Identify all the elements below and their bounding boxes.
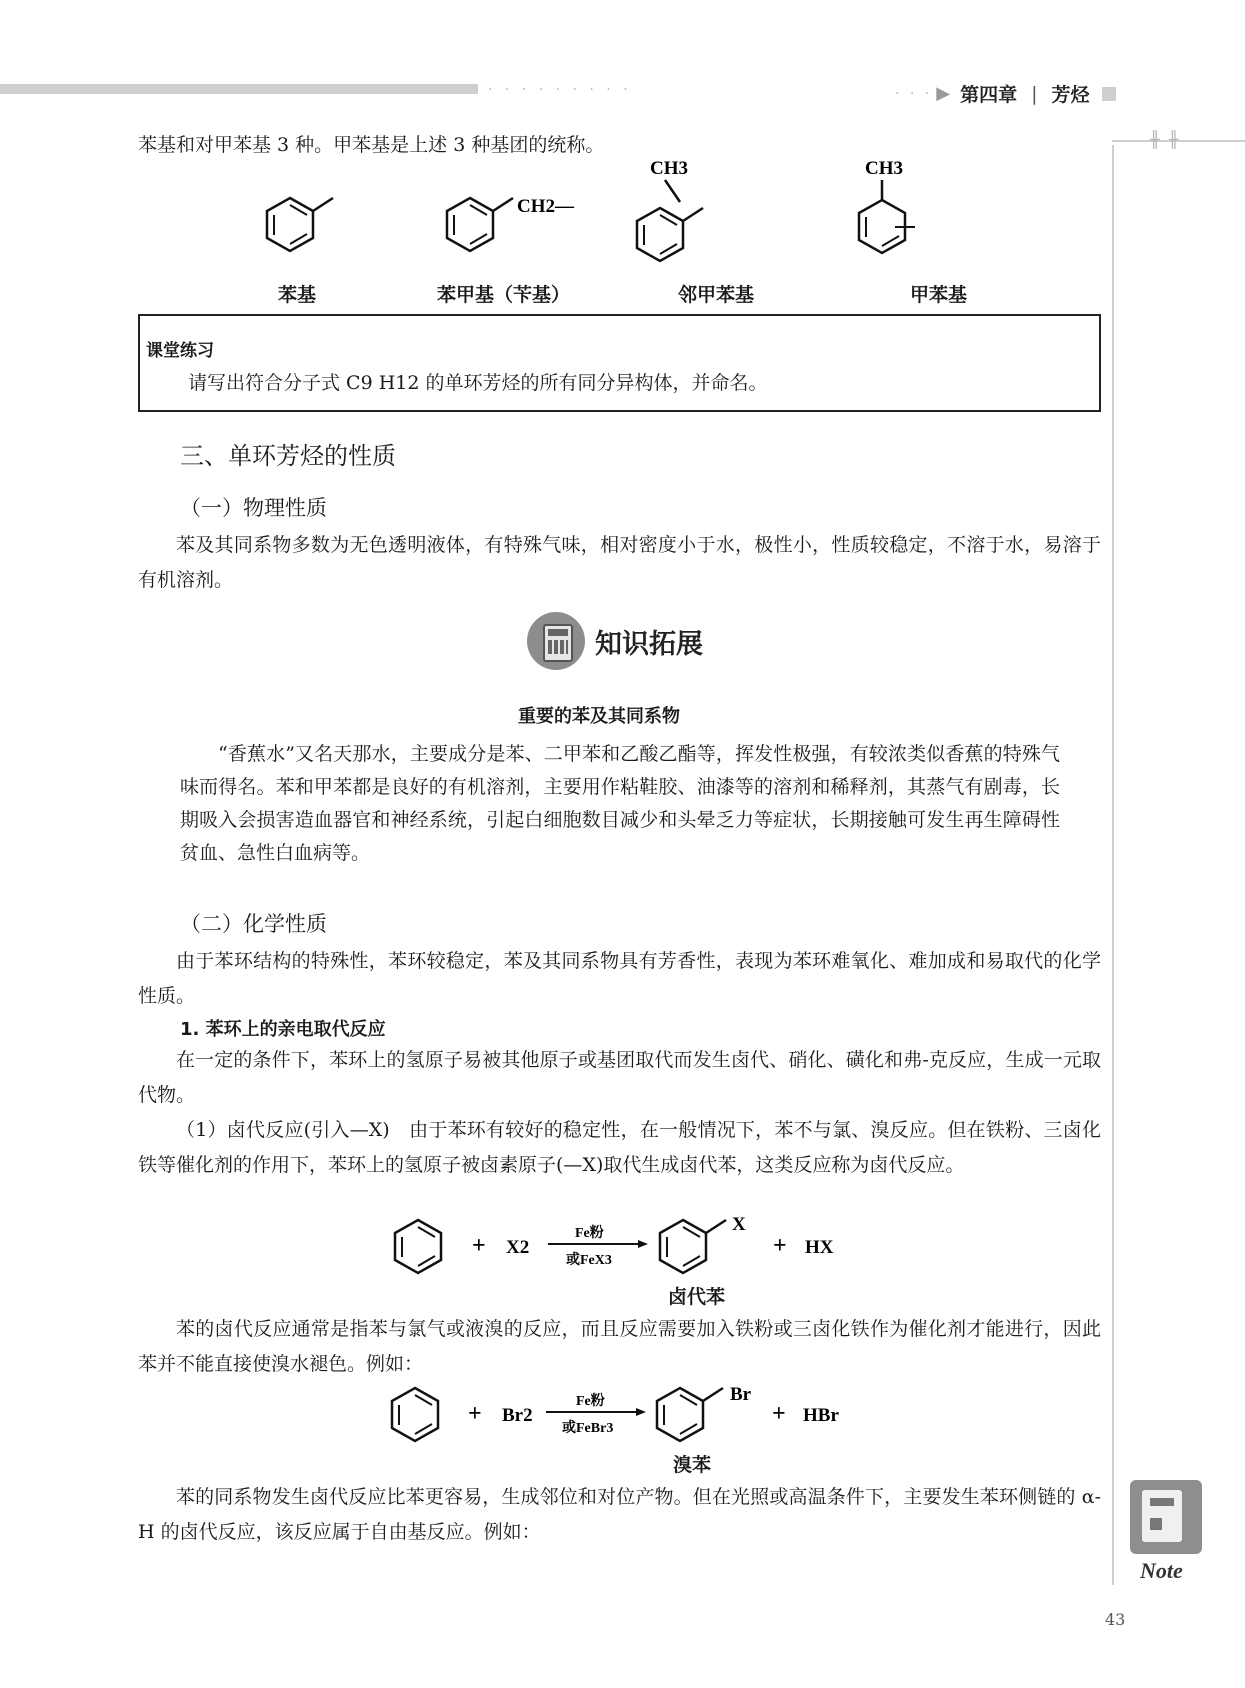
exercise-title: 课堂练习 [146, 341, 214, 361]
subsection-chemical: （二）化学性质 [180, 912, 327, 936]
chevron-right-icon: ▶ [936, 83, 951, 104]
label-tolyl: 甲苯基 [910, 284, 968, 306]
header-square-icon [1102, 87, 1116, 101]
label-benzyl: 苯甲基（苄基） [437, 284, 571, 306]
svg-text:+: + [468, 1401, 482, 1427]
calculator-icon [527, 612, 585, 670]
exercise-text: 请写出符合分子式 C9 H12 的单环芳烃的所有同分异构体，并命名。 [188, 372, 768, 394]
halogenation-paragraph: （1）卤代反应(引入—X) 由于苯环有较好的稳定性，在一般情况下，苯不与氯、溴反应。但在铁粉、三卤化铁等催化剂的作用下，苯环上的氢原子被卤素原子(—X)取代生成卤代苯，这类反应称为卤代反应。 [138, 1119, 1101, 1176]
subsection-physical: （一）物理性质 [180, 496, 327, 520]
side-decor-line [1112, 145, 1114, 1585]
reaction1-scheme [380, 1210, 880, 1300]
label-phenyl: 苯基 [278, 284, 317, 306]
tolyl-structure [859, 158, 915, 253]
chemical-paragraph: 由于苯环结构的特殊性，苯环较稳定，苯及其同系物具有芳香性，表现为苯环难氧化、难加成和易取代的化学性质。 [138, 950, 1101, 1007]
knowledge-banner: 知识拓展 [595, 629, 703, 660]
reaction2-cond-top: Fe粉 [576, 1394, 605, 1409]
ch3-label-ortho: CH3 [650, 158, 688, 179]
knowledge-title: 重要的苯及其同系物 [518, 706, 680, 727]
benzyl-structure [447, 196, 575, 251]
reaction1-cond-top: Fe粉 [575, 1226, 604, 1241]
reaction2-reagent: Br2 [502, 1405, 533, 1426]
topic-label: 芳烃 [1051, 84, 1090, 106]
side-decor-marks: ╫ ╫ [1150, 130, 1181, 149]
reaction1-cond-bottom: 或FeX3 [566, 1253, 612, 1268]
section-title: 三、单环芳烃的性质 [180, 442, 396, 470]
header-decor-dots: · · · · · · · · · [488, 82, 632, 98]
phenyl-structure [267, 198, 333, 251]
running-header [895, 80, 1116, 107]
svg-text:+: + [472, 1233, 486, 1259]
reaction1-reagent: X2 [506, 1237, 530, 1258]
svg-text:+: + [773, 1233, 787, 1259]
header-decor-bar [0, 84, 478, 94]
knowledge-text: “香蕉水”又名天那水，主要成分是苯、二甲苯和乙酸乙酯等，挥发性极强，有较浓类似香蕉的特殊气味而得名。苯和甲苯都是良好的有机溶剂，主要用作粘鞋胶、油漆等的溶剂和稀释剂，其蒸气有剧毒，长期吸入会损害造血器官和神经系统，引起白细胞数目减少和头晕乏力等症状，长期接触可发生再生障碍性贫血、急性白血病等。 [180, 743, 1060, 864]
svg-text:+: + [772, 1401, 786, 1427]
reaction2-cond-bottom: 或FeBr3 [562, 1421, 614, 1436]
substitution-paragraph: 在一定的条件下，苯环上的氢原子易被其他原子或基团取代而发生卤代、硝化、磺化和弗-克反应，生成一元取代物。 [138, 1049, 1101, 1106]
reaction2-product-name: 溴苯 [673, 1454, 712, 1476]
ch3-label-tolyl: CH3 [865, 158, 903, 179]
header-dots: · · · [895, 85, 933, 102]
header-separator: | [1031, 82, 1038, 105]
note-icon [1130, 1480, 1202, 1554]
reaction1-product-name: 卤代苯 [668, 1286, 726, 1308]
chapter-label: 第四章 [960, 84, 1018, 106]
intro-line: 苯基和对甲苯基 3 种。甲苯基是上述 3 种基团的统称。 [138, 134, 605, 156]
physical-paragraph: 苯及其同系物多数为无色透明液体，有特殊气味，相对密度小于水，极性小，性质较稳定，不溶于水，易溶于有机溶剂。 [138, 534, 1101, 591]
bromination-paragraph: 苯的卤代反应通常是指苯与氯气或液溴的反应，而且反应需要加入铁粉或三卤化铁作为催化剂才能进行，因此苯并不能直接使溴水褪色。例如： [138, 1318, 1101, 1375]
reaction2-scheme [380, 1378, 880, 1468]
reaction2-byproduct: HBr [803, 1405, 839, 1426]
label-o-tolyl: 邻甲苯基 [678, 284, 755, 306]
heading-electrophilic: 1. 苯环上的亲电取代反应 [180, 1019, 386, 1040]
exercise-box [138, 314, 1101, 412]
page-number: 43 [1105, 1610, 1126, 1629]
reaction1-sub: X [732, 1214, 746, 1235]
note-label: Note [1140, 1558, 1183, 1583]
ch2-label: CH2— [517, 196, 574, 217]
reaction2-sub: Br [730, 1384, 752, 1405]
side-chain-paragraph: 苯的同系物发生卤代反应比苯更容易，生成邻位和对位产物。但在光照或高温条件下，主要发生苯环侧链的 α-H 的卤代反应，该反应属于自由基反应。例如： [138, 1486, 1101, 1543]
reaction1-byproduct: HX [805, 1237, 834, 1258]
o-tolyl-structure [637, 158, 703, 261]
